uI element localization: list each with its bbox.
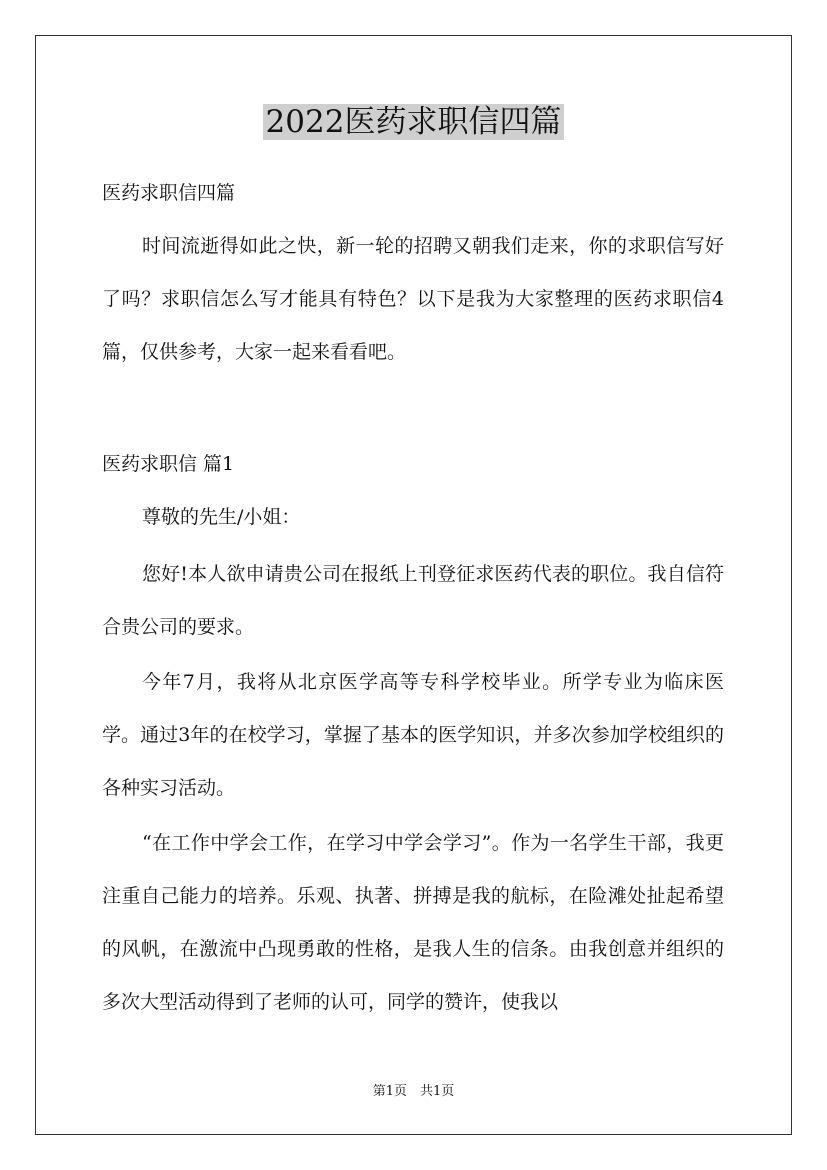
paragraph-education: 今年7月，我将从北京医学高等专科学校毕业。所学专业为临床医学。通过3年的在校学习，掌握了基本的医学知识，并多次参加学校组织的各种实习活动。 (102, 671, 724, 799)
salutation: 尊敬的先生/小姐： (142, 506, 301, 528)
paragraph-application: 您好!本人欲申请贵公司在报纸上刊登征求医药代表的职位。我自信符合贵公司的要求。 (102, 563, 724, 638)
section-heading: 医药求职信 篇1 (102, 453, 235, 475)
document-title-text: 2022医药求职信四篇 (263, 104, 565, 140)
paragraph-abilities: “在工作中学会工作，在学习中学会学习”。作为一名学生干部，我更注重自己能力的培养。乐观、执著、拼搏是我的航标，在险滩处扯起希望的风帆，在激流中凸现勇敢的性格，是我人生的信条。由我创意并组织的多次大型活动得到了老师的认可，同学的赞许，使我以 (102, 832, 724, 1013)
intro-paragraph: 时间流逝得如此之快，新一轮的招聘又朝我们走来，你的求职信写好了吗？求职信怎么写才能具有特色？以下是我为大家整理的医药求职信4篇，仅供参考，大家一起来看看吧。 (102, 235, 724, 363)
document-title (0, 100, 827, 144)
document-subtitle: 医药求职信四篇 (102, 182, 236, 204)
page-footer: 第1页 共1页 (372, 1084, 455, 1099)
